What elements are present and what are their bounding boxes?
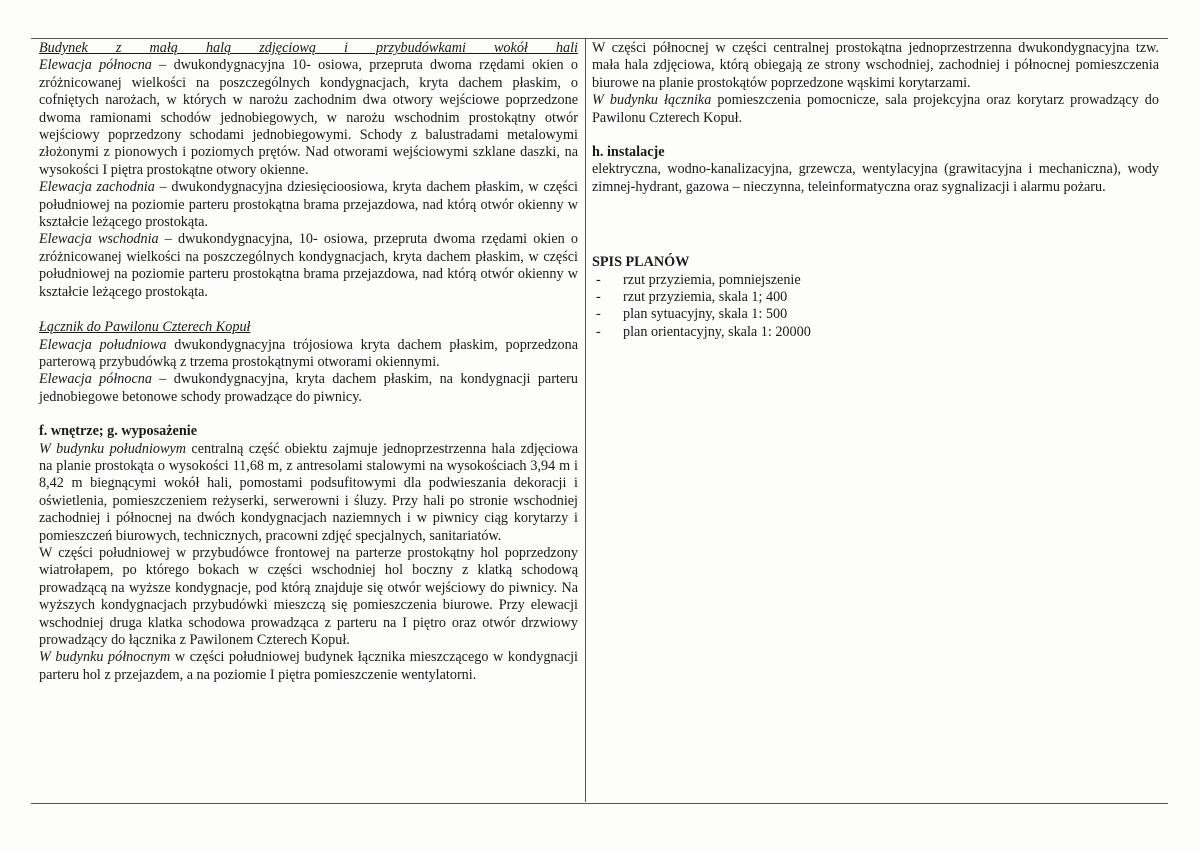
text-connector-north: – dwukondygnacyjna, kryta dachem płaskim, na kondygnacji parteru jednobiegowe betonowe schody prowadzące do piwnicy. <box>39 371 578 405</box>
label-east-elevation: Elewacja wschodnia <box>39 231 159 248</box>
list-item <box>592 272 1159 289</box>
plan-item-text: rzut przyziemia, pomniejszenie <box>623 271 801 288</box>
text-north-building: w części południowej budynek łącznika mieszczącego w kondygnacji parteru hol z przejazdem, a na poziomie I piętra pomieszczenie wentylatorni. <box>39 649 579 683</box>
plan-item-text: rzut przyziemia, skala 1; 400 <box>623 289 788 306</box>
label-south-building: W budynku południowym <box>39 440 187 457</box>
paragraph-north-building <box>39 649 578 684</box>
right-column <box>592 40 1159 341</box>
label-west-elevation: Elewacja zachodnia <box>39 179 155 196</box>
label-connector-south: Elewacja południowa <box>39 336 167 353</box>
bottom-rule <box>31 803 1168 804</box>
list-item <box>592 324 1159 341</box>
list-dash: - <box>596 289 601 306</box>
plans-list <box>592 272 1159 342</box>
list-item <box>592 306 1159 323</box>
paragraph-connector-south <box>39 337 578 372</box>
section-heading-plans: SPIS PLANÓW <box>592 254 690 271</box>
text-connector-building: pomieszczenia pomocnicze, sala projekcyjna oraz korytarz prowadzący do Pawilonu Czterech Kopuł. <box>592 92 1159 126</box>
column-divider <box>585 38 586 802</box>
plan-item-text: plan orientacyjny, skala 1: 20000 <box>623 323 811 340</box>
top-rule <box>31 38 1168 39</box>
section-heading-installations: h. instalacje <box>592 144 665 161</box>
text-north-elevation: – dwukondygnacyjna 10- osiowa, przepruta dwoma rzędami okien o zróżnicowanej wielkości na poszczególnych kondygnacjach, kryta dachem płaskim, o cofniętych narożach, w których w narożu zachodnim dwa otwory wejściowe poprzedzone dwoma ramionami schodów jednobiegowych, w narożu wschodnim prostokątny otwór wejściowy poprzedzony schodami jednobiegowymi. Schody z balustradami metalowymi złożonymi z pionowych i poziomych prętów. Nad otworami wejściowymi szklane daszki, na wysokości I piętra prostokątne otwory okienne. <box>39 57 578 178</box>
label-north-building: W budynku północnym <box>39 649 171 666</box>
text-south-building: centralną część obiektu zajmuje jednoprzestrzenna hala zdjęciowa na planie prostokąta o wysokości 11,68 m, z antresolami stalowymi na wysokościach 3,94 m i 8,42 m biegnącymi wokół hali, pomostami podsufitowymi dla podwieszania dekoracji i oświetlenia, pomieszczeniem reżyserki, serwerowni i śluzy. Przy hali po stronie wschodniej zachodniej i północnej na dwóch kondygnacjach naziemnych i w piwnicy ciąg korytarzy i pomieszczeń biurowych, technicznych, pracowni zdjęć specjalnych, sanitariatów. <box>39 440 578 544</box>
list-dash: - <box>596 323 601 340</box>
section-heading-main-building: Budynek z małą halą zdjęciową i przybudówkami wokół hali <box>39 40 578 56</box>
paragraph-front-annex: W części południowej w przybudówce frontowej na parterze prostokątny hol poprzedzony wiatrołapem, po którego bokach w części wschodniej hol boczny z klatką schodową prowadzącą na wyższe kondygnacje, pod którą znajduje się otwór wejściowy do piwnicy. Na wyższych kondygnacjach przybudówki mieszczą się pomieszczenia biurowe. Przy elewacji wschodniej druga klatka schodowa prowadząca z parteru na I piętro oraz otwór drzwiowy prowadzący do łącznika z Pawilonem Czterech Kopuł. <box>39 544 578 648</box>
paragraph-north-elevation <box>39 57 578 179</box>
paragraph-west-elevation <box>39 179 578 231</box>
paragraph-connector-north <box>39 371 578 406</box>
paragraph-east-elevation <box>39 231 578 301</box>
list-dash: - <box>596 306 601 323</box>
paragraph-connector-building <box>592 92 1159 127</box>
list-item <box>592 289 1159 306</box>
label-connector-building: W budynku łącznika <box>592 92 712 109</box>
text-east-elevation: – dwukondygnacyjna, 10- osiowa, przepruta dwoma rzędami okien o zróżnicowanej wielkości na poszczególnych kondygnacjach, kryta dachem płaskim, w części południowej na poziomie parteru prostokątna brama przejazdowa, nad którą otwór okienny w kształcie leżącego prostokąta. <box>39 231 578 300</box>
text-connector-south: dwukondygnacyjna trójosiowa kryta dachem płaskim, poprzedzona parterową przybudówką z trzema prostokątnymi otworami okiennymi. <box>39 336 578 370</box>
label-north-elevation: Elewacja północna <box>39 57 152 74</box>
left-column <box>39 40 578 684</box>
paragraph-south-building <box>39 441 578 545</box>
label-connector-north: Elewacja północna <box>39 371 152 388</box>
list-dash: - <box>596 271 601 288</box>
paragraph-north-part: W części północnej w części centralnej prostokątna jednoprzestrzenna dwukondygnacyjna tzw. mała hala zdjęciowa, którą obiegają ze strony wschodniej, zachodniej i północnej pomieszczenia biurowe na planie prostokątów poprzedzone wąskimi korytarzami. <box>592 40 1159 91</box>
section-heading-interior: f. wnętrze; g. wyposażenie <box>39 423 197 440</box>
paragraph-installations: elektryczna, wodno-kanalizacyjna, grzewcza, wentylacyjna (grawitacyjna i mechaniczna), wody zimnej-hydrant, gazowa – nieczynna, teleinformatyczna oraz sygnalizacji i alarmu pożaru. <box>592 161 1159 195</box>
text-west-elevation: – dwukondygnacyjna dziesięcioosiowa, kryta dachem płaskim, w części południowej na poziomie parteru prostokątna brama przejazdowa, nad którą otwór okienny w kształcie leżącego prostokąta. <box>39 179 578 231</box>
plan-item-text: plan sytuacyjny, skala 1: 500 <box>623 306 788 323</box>
section-heading-connector: Łącznik do Pawilonu Czterech Kopuł <box>39 319 251 336</box>
